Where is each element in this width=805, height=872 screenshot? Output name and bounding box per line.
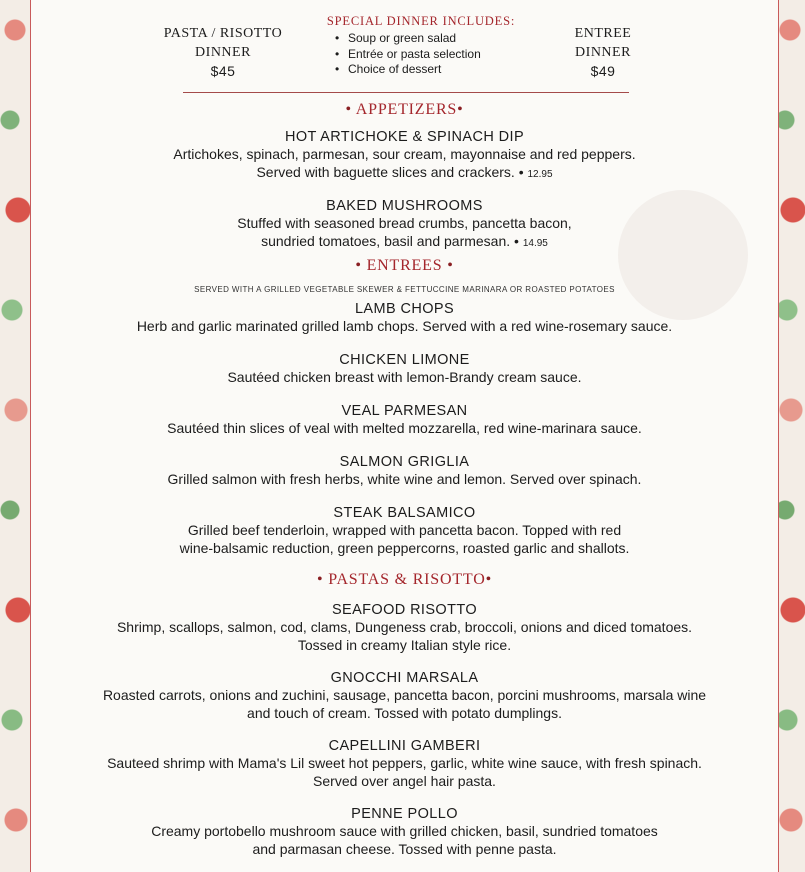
item-description: Shrimp, scallops, salmon, cod, clams, Dungeness crab, broccoli, onions and diced tomatoes. bbox=[116, 619, 693, 635]
floral-border-right bbox=[775, 0, 805, 872]
menu-item-artichoke-dip bbox=[31, 128, 778, 183]
item-description: Roasted carrots, onions and zuchini, sausage, pancetta bacon, porcini mushrooms, marsala wine bbox=[102, 687, 707, 703]
item-description: and touch of cream. Tossed with potato dumplings. bbox=[247, 704, 562, 721]
item-name: STEAK BALSAMICO bbox=[333, 505, 476, 521]
menu-item-lamb-chops bbox=[31, 300, 778, 336]
item-description-line: sundried tomatoes, basil and parmesan. bbox=[261, 232, 511, 249]
item-description: wine-balsamic reduction, green peppercorns, roasted garlic and shallots. bbox=[179, 539, 630, 556]
pastas-heading-text: PASTAS & RISOTTO bbox=[328, 571, 486, 588]
menu-page bbox=[30, 0, 779, 872]
item-name: HOT ARTICHOKE & SPINACH DIP bbox=[284, 129, 525, 145]
item-description: Grilled beef tenderloin, wrapped with pancetta bacon. Topped with red bbox=[187, 522, 622, 538]
item-description: Herb and garlic marinated grilled lamb chops. Served with a red wine-rosemary sauce. bbox=[136, 318, 673, 334]
entree-dinner-title: ENTREE bbox=[574, 26, 632, 41]
item-name: GNOCCHI MARSALA bbox=[330, 670, 479, 686]
includes-item: • Entrée or pasta selection bbox=[348, 47, 521, 63]
item-price: 12.95 bbox=[527, 168, 553, 180]
item-description: Grilled salmon with fresh herbs, white wine and lemon. Served over spinach. bbox=[167, 471, 642, 487]
dinner-includes bbox=[321, 14, 521, 78]
menu-item-steak-balsamico bbox=[31, 504, 778, 557]
floral-border-left bbox=[0, 0, 30, 872]
entree-dinner-price-block bbox=[533, 24, 673, 81]
includes-item: • Soup or green salad bbox=[348, 31, 521, 47]
pasta-dinner-price-block bbox=[153, 24, 293, 81]
pastas-heading: • PASTAS & RISOTTO• bbox=[317, 571, 492, 588]
item-description: Tossed in creamy Italian style rice. bbox=[297, 636, 512, 653]
item-name: VEAL PARMESAN bbox=[341, 403, 468, 419]
includes-list bbox=[321, 31, 521, 78]
item-price: 14.95 bbox=[522, 237, 548, 249]
menu-item-capellini-gamberi bbox=[31, 737, 778, 790]
menu-item-chicken-limone bbox=[31, 351, 778, 387]
appetizers-heading-text: APPETIZERS bbox=[355, 101, 458, 118]
item-name: SEAFOOD RISOTTO bbox=[331, 602, 478, 618]
header-divider bbox=[183, 92, 629, 93]
item-name: PENNE POLLO bbox=[351, 806, 458, 822]
item-name: CAPELLINI GAMBERI bbox=[328, 738, 481, 754]
includes-item: • Choice of dessert bbox=[348, 62, 521, 78]
menu-item-seafood-risotto bbox=[31, 601, 778, 654]
entree-dinner-price: $49 bbox=[590, 63, 616, 79]
item-description: Sautéed thin slices of veal with melted mozzarella, red wine-marinara sauce. bbox=[167, 420, 642, 436]
menu-item-baked-mushrooms bbox=[31, 197, 778, 252]
item-name: SALMON GRIGLIA bbox=[339, 454, 470, 470]
item-description-line: Served with baguette slices and crackers. bbox=[256, 163, 515, 180]
item-description: Creamy portobello mushroom sauce with grilled chicken, basil, sundried tomatoes bbox=[151, 823, 658, 839]
item-name: LAMB CHOPS bbox=[354, 301, 455, 317]
pasta-dinner-subtitle: DINNER bbox=[195, 45, 251, 60]
entrees-note: SERVED WITH A GRILLED VEGETABLE SKEWER & FETTUCCINE MARINARA OR ROASTED POTATOES bbox=[194, 285, 615, 294]
menu-item-penne-pollo bbox=[31, 805, 778, 858]
item-description: Sautéed chicken breast with lemon-Brandy cream sauce. bbox=[227, 369, 582, 385]
item-description: Served with baguette slices and crackers. • 12.95 bbox=[256, 163, 553, 180]
menu-item-salmon-griglia bbox=[31, 453, 778, 489]
entrees-heading: • ENTREES • bbox=[355, 257, 454, 274]
includes-title: SPECIAL DINNER INCLUDES: bbox=[326, 14, 516, 28]
item-name: BAKED MUSHROOMS bbox=[326, 198, 483, 214]
pasta-dinner-price: $45 bbox=[210, 63, 236, 79]
pasta-dinner-title: PASTA / RISOTTO bbox=[163, 26, 283, 41]
menu-header bbox=[31, 0, 778, 94]
entree-dinner-subtitle: DINNER bbox=[575, 45, 631, 60]
item-description: Stuffed with seasoned bread crumbs, pancetta bacon, bbox=[237, 215, 572, 231]
item-description: Artichokes, spinach, parmesan, sour cream, mayonnaise and red peppers. bbox=[173, 146, 636, 162]
item-description: Sauteed shrimp with Mama's Lil sweet hot peppers, garlic, white wine sauce, with fresh spinach. bbox=[107, 755, 702, 771]
item-description: and parmasan cheese. Tossed with penne pasta. bbox=[252, 840, 557, 857]
item-name: CHICKEN LIMONE bbox=[339, 352, 470, 368]
entrees-heading-text: ENTREES bbox=[366, 257, 443, 274]
menu-item-veal-parmesan bbox=[31, 402, 778, 438]
item-description: sundried tomatoes, basil and parmesan. • 14.95 bbox=[261, 232, 548, 249]
item-description: Served over angel hair pasta. bbox=[313, 772, 496, 789]
appetizers-heading: • APPETIZERS• bbox=[345, 101, 464, 118]
menu-item-gnocchi-marsala bbox=[31, 669, 778, 722]
